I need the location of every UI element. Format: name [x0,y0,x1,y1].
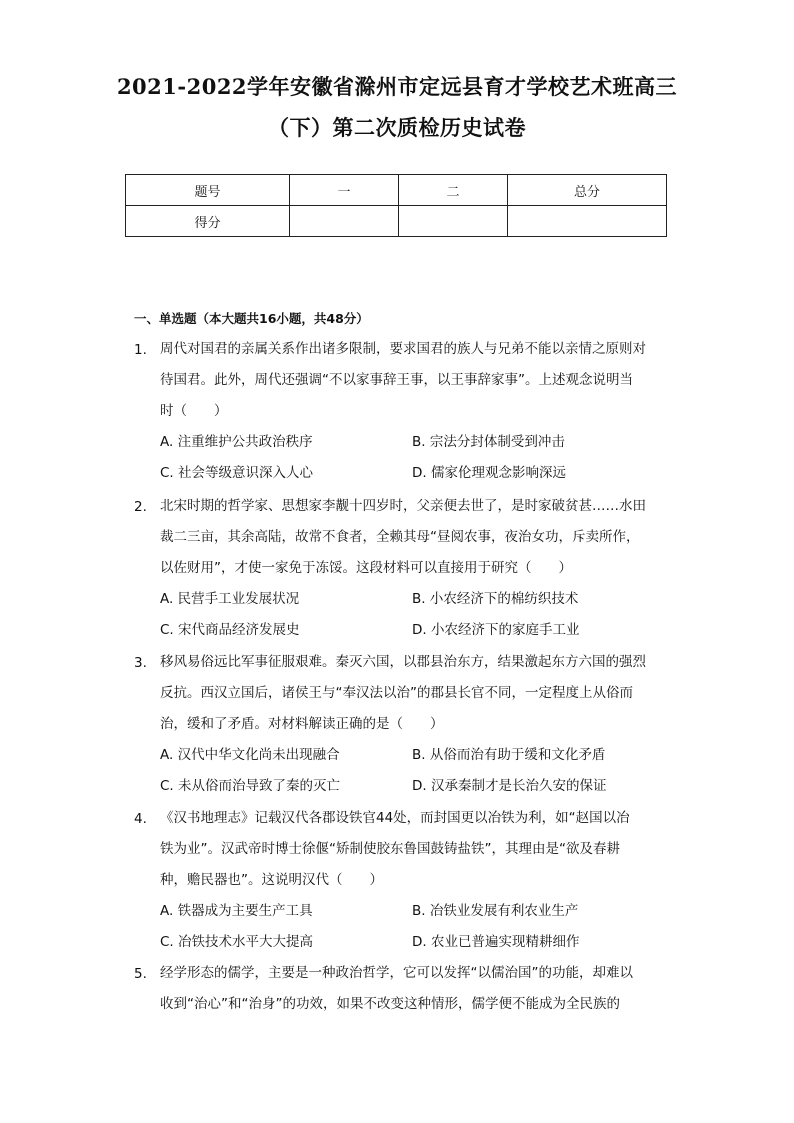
question-5 [134,958,674,1020]
score-cell-part-2[interactable] [399,206,508,237]
question-text-line: 种，赡民器也”。这说明汉代（ ） [160,872,383,888]
option-c[interactable]: C. 冶铁技术水平大大提高 [160,934,314,950]
score-table [125,174,667,237]
header-total: 总分 [508,175,667,206]
question-text-line: 治，缓和了矛盾。对材料解读正确的是（ ） [160,716,444,732]
question-number: 2. [134,499,147,515]
question-text-line: 时（ ） [160,403,228,419]
option-a[interactable]: A. 汉代中华文化尚未出现融合 [160,747,340,763]
question-2-options [160,584,680,646]
question-number: 3. [134,655,147,671]
question-3 [134,647,674,740]
question-text-line: 待国君。此外，周代还强调“不以家事辞王事，以王事辞家事”。上述观念说明当 [160,372,633,388]
option-b[interactable]: B. 从俗而治有助于缓和文化矛盾 [412,747,606,763]
option-a[interactable]: A. 民营手工业发展状况 [160,591,300,607]
option-a[interactable]: A. 注重维护公共政治秩序 [160,434,313,450]
question-1-options [160,427,680,489]
exam-title-line2: （下）第二次质检历史试卷 [268,115,526,140]
question-text-line: 经学形态的儒学，主要是一种政治哲学，它可以发挥“以儒治国”的功能，却难以 [160,965,633,981]
option-d[interactable]: D. 农业已普遍实现精耕细作 [412,934,580,950]
header-part-2: 二 [399,175,508,206]
score-cell-part-1[interactable] [290,206,399,237]
question-text-line: 铁为业”。汉武帝时博士徐偃“矫制使胶东鲁国鼓铸盐铁”，其理由是“欲及春耕 [160,841,620,857]
score-table-header-row [126,175,667,206]
option-b[interactable]: B. 小农经济下的棉纺织技术 [412,591,579,607]
question-text-line: 移风易俗远比军事征服艰难。秦灭六国，以郡县治东方，结果激起东方六国的强烈 [160,654,646,670]
question-text-line: 《汉书地理志》记载汉代各郡设铁官44处，而封国更以冶铁为利，如“赵国以冶 [160,810,630,826]
question-text-line: 反抗。西汉立国后，诸侯王与“奉汉法以治”的郡县长官不同，一定程度上从俗而 [160,685,633,701]
question-2 [134,491,674,584]
option-d[interactable]: D. 小农经济下的家庭手工业 [412,622,580,638]
question-number: 1. [134,342,147,358]
section-heading: 一、单选题（本大题共16小题，共48分） [134,311,369,326]
question-number: 4. [134,811,147,827]
question-1 [134,334,674,427]
option-d[interactable]: D. 儒家伦理观念影响深远 [412,465,566,481]
header-part-1: 一 [290,175,399,206]
question-text-line: 周代对国君的亲属关系作出诸多限制，要求国君的族人与兄弟不能以亲情之原则对 [160,341,646,357]
question-text-line: 北宋时期的哲学家、思想家李觏十四岁时，父亲便去世了，是时家破贫甚……水田 [160,498,646,514]
question-number: 5. [134,966,147,982]
option-c[interactable]: C. 未从俗而治导致了秦的灭亡 [160,778,341,794]
question-text-line: 以佐财用”，才使一家免于冻馁。这段材料可以直接用于研究（ ） [160,560,572,576]
question-text-line: 裁二三亩，其余高陆，故常不食者，全赖其母“昼阅农事，夜治女功，斥卖所作， [160,529,640,545]
score-table-score-row [126,206,667,237]
option-c[interactable]: C. 宋代商品经济发展史 [160,622,300,638]
question-text-line: 收到“治心”和“治身”的功效，如果不改变这种情形，儒学便不能成为全民族的 [160,996,620,1012]
option-b[interactable]: B. 冶铁业发展有利农业生产 [412,903,579,919]
option-d[interactable]: D. 汉承秦制才是长治久安的保证 [412,778,607,794]
question-3-options [160,740,680,802]
option-b[interactable]: B. 宗法分封体制受到冲击 [412,434,565,450]
option-a[interactable]: A. 铁器成为主要生产工具 [160,903,313,919]
option-c[interactable]: C. 社会等级意识深入人心 [160,465,314,481]
score-row-label: 得分 [126,206,290,237]
header-question-no: 题号 [126,175,290,206]
score-cell-total[interactable] [508,206,667,237]
exam-title-line1: 2021-2022学年安徽省滁州市定远县育才学校艺术班高三 [116,74,678,99]
question-4-options [160,896,680,958]
question-4 [134,803,674,896]
